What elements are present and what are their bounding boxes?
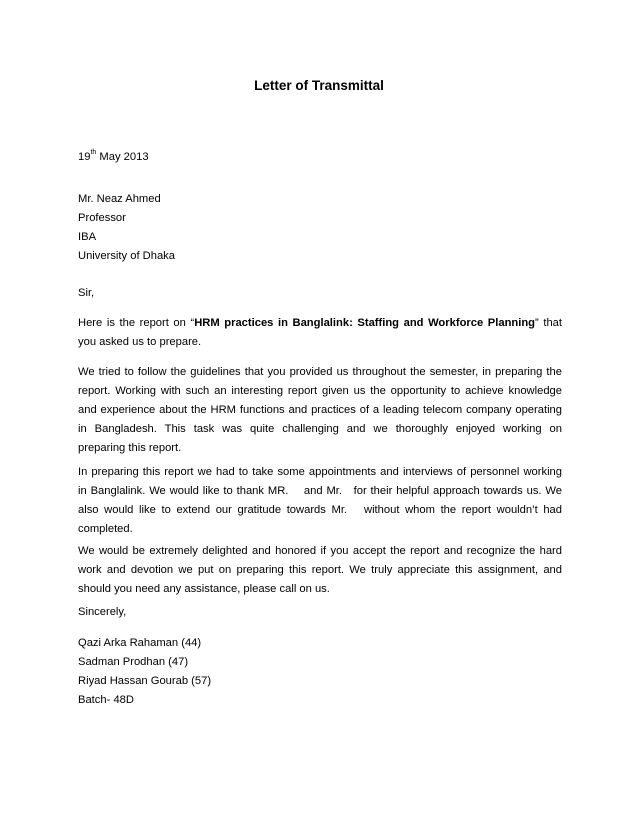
date-day: 19 (78, 151, 91, 163)
paragraph-3-line: In preparing this report we had to take some appointments and interviews of personnel working (78, 466, 562, 478)
signatories (78, 634, 562, 710)
recipient-institute: IBA (78, 231, 97, 243)
paragraph-1-intro: Here is the report on “ (78, 317, 195, 329)
paragraph-4 (78, 542, 562, 599)
paragraph-3 (78, 463, 562, 539)
paragraph-1-line (78, 314, 562, 333)
paragraph-4-line: work and devotion we put on preparing this report. We truly appreciate this assignment, and (78, 564, 562, 576)
signatory-name: Riyad Hassan Gourab (57) (78, 675, 212, 687)
recipient-position: Professor (78, 212, 126, 224)
letter-title: Letter of Transmittal (254, 78, 384, 93)
batch-label: Batch- 48D (78, 694, 134, 706)
signatory-name: Qazi Arka Rahaman (44) (78, 637, 202, 649)
paragraph-4-line: We would be extremely delighted and honored if you accept the report and recognize the hard (78, 545, 562, 557)
paragraph-2-line: report. Working with such an interesting report given us the opportunity to achieve knowledge (78, 385, 562, 397)
paragraph-2-line: preparing this report. (78, 442, 182, 454)
signatory-name: Sadman Prodhan (47) (78, 656, 189, 668)
paragraph-2-line: in Bangladesh. This task was quite challenging and we thoroughly enjoyed working on (78, 423, 562, 435)
paragraph-2-line: and experience about the HRM functions and practices of a leading telecom company operating (78, 404, 562, 416)
paragraph-3-line: in Banglalink. We would like to thank MR. and Mr. for their helpful approach towards us. We (78, 485, 562, 497)
salutation: Sir, (78, 287, 95, 299)
recipient-address (78, 190, 562, 266)
recipient-university: University of Dhaka (78, 250, 175, 262)
paragraph-3-line: completed. (78, 523, 133, 535)
paragraph-1-after: ” that (535, 317, 562, 329)
paragraph-4-line: should you need any assistance, please call on us. (78, 583, 330, 595)
recipient-name: Mr. Neaz Ahmed (78, 193, 161, 205)
paragraph-1-line: you asked us to prepare. (78, 336, 202, 348)
date-month-year: May 2013 (96, 151, 149, 163)
paragraph-1 (78, 314, 562, 352)
paragraph-2-line: We tried to follow the guidelines that you provided us throughout the semester, in preparing the (78, 366, 562, 378)
report-title: HRM practices in Banglalink: Staffing and Workforce Planning (194, 317, 536, 329)
closing: Sincerely, (78, 606, 127, 618)
letter-date (78, 148, 562, 167)
paragraph-3-line: also would like to extend our gratitude towards Mr. without whom the report wouldn’t had (78, 504, 562, 516)
paragraph-2 (78, 363, 562, 458)
date-suffix: th (90, 149, 97, 157)
